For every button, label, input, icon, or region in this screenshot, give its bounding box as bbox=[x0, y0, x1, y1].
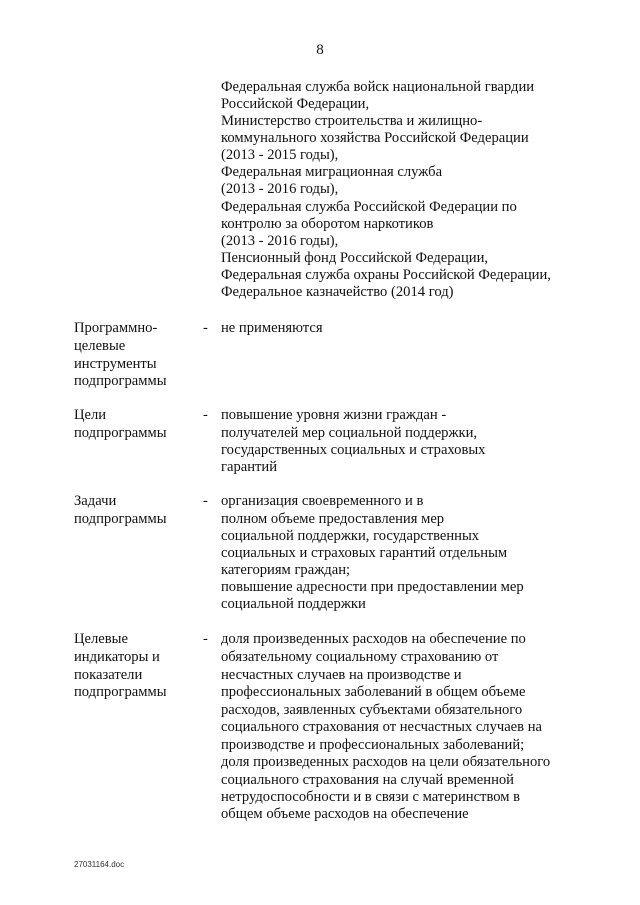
file-name-footer: 27031164.doc bbox=[74, 860, 125, 869]
section-label: целевые bbox=[74, 338, 126, 354]
text-line: категориям граждан; bbox=[221, 562, 351, 578]
section-label: подпрограммы bbox=[74, 425, 167, 441]
text-line: общем объеме расходов на обеспечение bbox=[221, 806, 469, 822]
text-line: организация своевременного и в bbox=[221, 493, 424, 509]
text-line: производстве и профессиональных заболеваний; bbox=[221, 737, 525, 753]
text-line: социального страхования на случай временной bbox=[221, 772, 514, 788]
text-line: доля произведенных расходов на обеспечение по bbox=[221, 631, 526, 647]
section-label: показатели bbox=[74, 667, 143, 683]
text-line: повышение уровня жизни граждан - bbox=[221, 407, 447, 423]
text-line: Федеральная миграционная служба bbox=[221, 164, 443, 180]
section-dash: - bbox=[203, 407, 208, 423]
section-label: подпрограммы bbox=[74, 684, 167, 700]
section-dash: - bbox=[203, 493, 208, 509]
text-line: (2013 - 2016 годы), bbox=[221, 233, 339, 249]
text-line: доля произведенных расходов на цели обязательного bbox=[221, 754, 551, 770]
text-line: несчастных случаев на производстве и bbox=[221, 667, 462, 683]
text-line: повышение адресности при предоставлении мер bbox=[221, 579, 524, 595]
text-line: социальных и страховых гарантий отдельным bbox=[221, 545, 508, 561]
text-line: расходов, заявленных субъектами обязательного bbox=[221, 702, 523, 718]
text-line: (2013 - 2015 годы), bbox=[221, 147, 339, 163]
text-line: Федеральная служба Российской Федерации по bbox=[221, 199, 517, 215]
section-label: Целевые bbox=[74, 631, 128, 647]
text-line: Пенсионный фонд Российской Федерации, bbox=[221, 250, 489, 266]
text-line: Федеральная служба войск национальной гвардии bbox=[221, 79, 535, 95]
text-line: Федеральная служба охраны Российской Федерации, bbox=[221, 267, 551, 283]
text-line: Федеральное казначейство (2014 год) bbox=[221, 284, 454, 300]
text-line: получателей мер социальной поддержки, bbox=[221, 425, 478, 441]
text-line: государственных социальных и страховых bbox=[221, 442, 486, 458]
text-line: обязательному социальному страхованию от bbox=[221, 649, 499, 665]
section-label: подпрограммы bbox=[74, 373, 167, 389]
text-line: Российской Федерации, bbox=[221, 96, 370, 112]
section-label: подпрограммы bbox=[74, 511, 167, 527]
text-line: гарантий bbox=[221, 459, 278, 475]
text-line: социальной поддержки bbox=[221, 596, 366, 612]
text-line: нетрудоспособности и в связи с материнством в bbox=[221, 789, 521, 805]
section-label: инструменты bbox=[74, 356, 157, 372]
section-dash: - bbox=[203, 631, 208, 647]
text-line: социального страхования от несчастных случаев на bbox=[221, 719, 542, 735]
text-line: Министерство строительства и жилищно- bbox=[221, 113, 483, 129]
section-label: Задачи bbox=[74, 493, 117, 509]
text-line: социальной поддержки, государственных bbox=[221, 528, 480, 544]
text-line: профессиональных заболеваний в общем объеме bbox=[221, 684, 526, 700]
page-number: 8 bbox=[316, 42, 324, 58]
section-dash: - bbox=[203, 320, 208, 336]
text-line: полном объеме предоставления мер bbox=[221, 511, 445, 527]
text-line: не применяются bbox=[221, 320, 323, 336]
section-label: Программно- bbox=[74, 320, 158, 336]
text-line: контролю за оборотом наркотиков bbox=[221, 216, 434, 232]
text-line: (2013 - 2016 годы), bbox=[221, 181, 339, 197]
section-label: Цели bbox=[74, 407, 107, 423]
section-label: индикаторы и bbox=[74, 649, 160, 665]
text-line: коммунального хозяйства Российской Федерации bbox=[221, 130, 529, 146]
